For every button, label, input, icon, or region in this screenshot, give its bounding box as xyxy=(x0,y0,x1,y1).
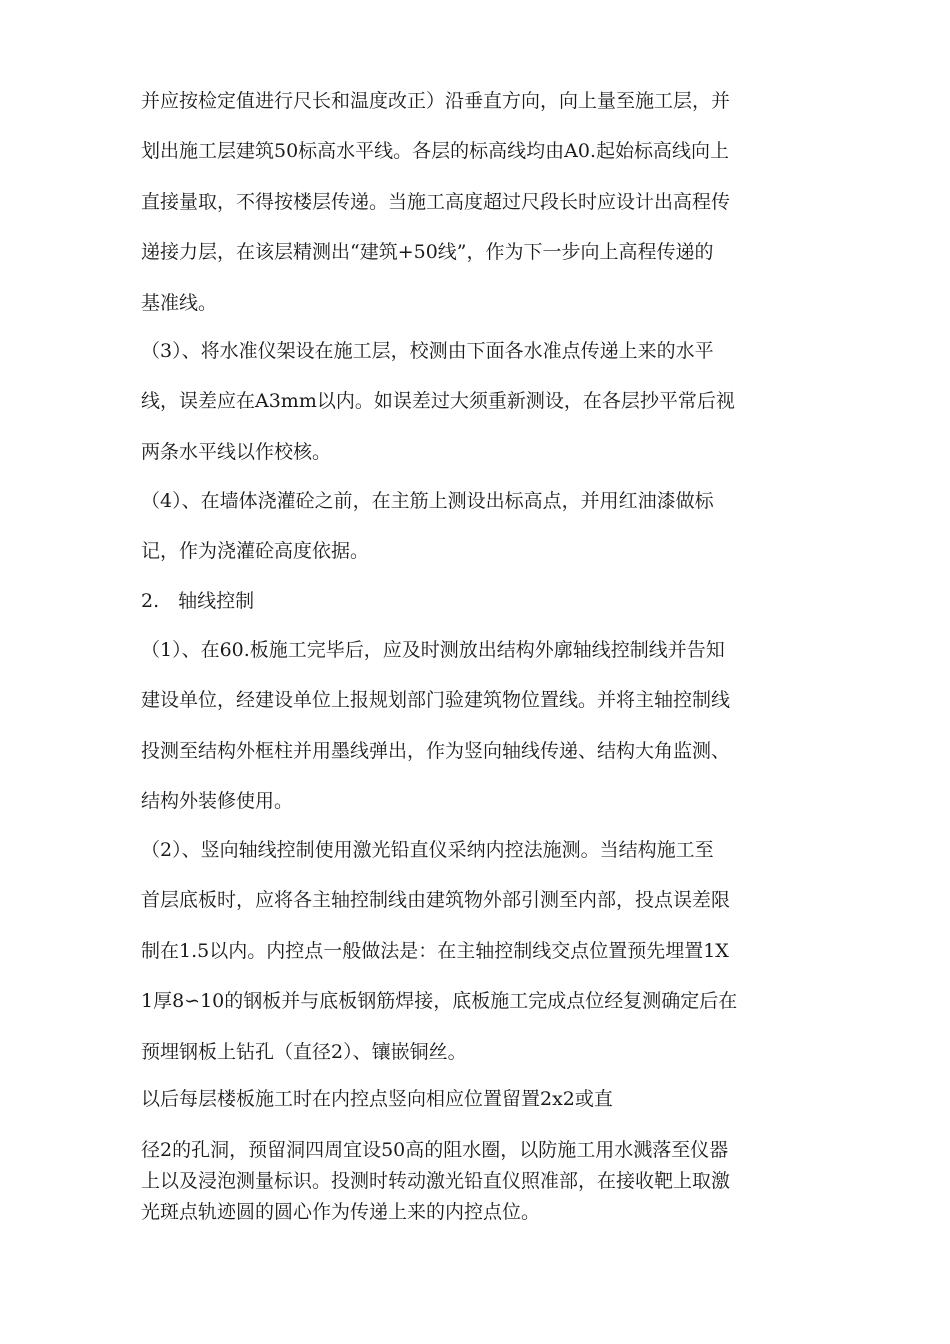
text-line: 结构外装修使用。 xyxy=(141,790,294,813)
text-line: 首层底板时，应将各主轴控制线由建筑物外部引测至内部，投点误差限 xyxy=(141,889,731,912)
text-line: 递接力层，在该层精测出“建筑+50线”，作为下一步向上高程传递的 xyxy=(141,241,714,264)
text-line: 建设单位，经建设单位上报规划部门验建筑物位置线。并将主轴控制线 xyxy=(141,689,731,712)
text-line: 基准线。 xyxy=(141,291,218,314)
text-line: 1厚8∽10的钢板并与底板钢筋焊接，底板施工完成点位经复测确定后在 xyxy=(141,990,738,1013)
text-line: 制在1.5以内。内控点一般做法是：在主轴控制线交点位置预先埋置1X xyxy=(141,939,729,962)
text-line: 光斑点轨迹圆的圆心作为传递上来的内控点位。 xyxy=(141,1201,541,1223)
text-line: 预埋钢板上钻孔（直径2）、镶嵌铜丝。 xyxy=(141,1040,467,1063)
section-heading: 2. 轴线控制 xyxy=(141,590,255,612)
text-line: （2）、竖向轴线控制使用激光铅直仪采纳内控法施测。当结构施工至 xyxy=(141,839,714,861)
text-line: 线，误差应在A3mm以内。如误差过大须重新测设，在各层抄平常后视 xyxy=(141,390,735,413)
paragraph-wall-marking xyxy=(141,476,816,577)
text-line: 两条水平线以作校核。 xyxy=(141,440,332,463)
paragraph-vertical-axis xyxy=(141,825,816,1077)
paragraph-floor-opening xyxy=(141,1074,816,1124)
text-line: 上以及浸泡测量标识。投测时转动激光铅直仪照准部，在接收靶上取激 xyxy=(141,1170,731,1192)
text-line: 以后每层楼板施工时在内控点竖向相应位置留置2x2或直 xyxy=(141,1088,613,1110)
paragraph-level-check xyxy=(141,326,816,477)
text-line: 投测至结构外框柱并用墨线弹出，作为竖向轴线传递、结构大角监测、 xyxy=(141,739,731,762)
paragraph-laser-projection xyxy=(141,1135,816,1228)
text-line: （1）、在60.板施工完毕后，应及时测放出结构外廓轴线控制线并告知 xyxy=(141,639,725,661)
paragraph-axis-layout xyxy=(141,625,816,827)
text-line: （4）、在墙体浇灌砼之前，在主筋上测设出标高点，并用红油漆做标 xyxy=(141,490,714,512)
text-line: 划出施工层建筑50标高水平线。各层的标高线均由A0.起始标高线向上 xyxy=(141,140,730,163)
text-line: 记，作为浇灌砼高度依据。 xyxy=(141,540,370,563)
text-line: 并应按检定值进行尺长和温度改正）沿垂直方向，向上量至施工层，并 xyxy=(141,90,731,112)
section-heading-axis-control xyxy=(141,576,816,626)
text-line: 径2的孔洞，预留洞四周宜设50高的阻水圈，以防施工用水溅落至仪器 xyxy=(141,1139,729,1161)
paragraph-elevation-transfer xyxy=(141,76,816,328)
text-line: 直接量取，不得按楼层传递。当施工高度超过尺段长时应设计出高程传 xyxy=(141,190,731,213)
text-line: （3）、将水准仪架设在施工层，校测由下面各水准点传递上来的水平 xyxy=(141,340,714,362)
